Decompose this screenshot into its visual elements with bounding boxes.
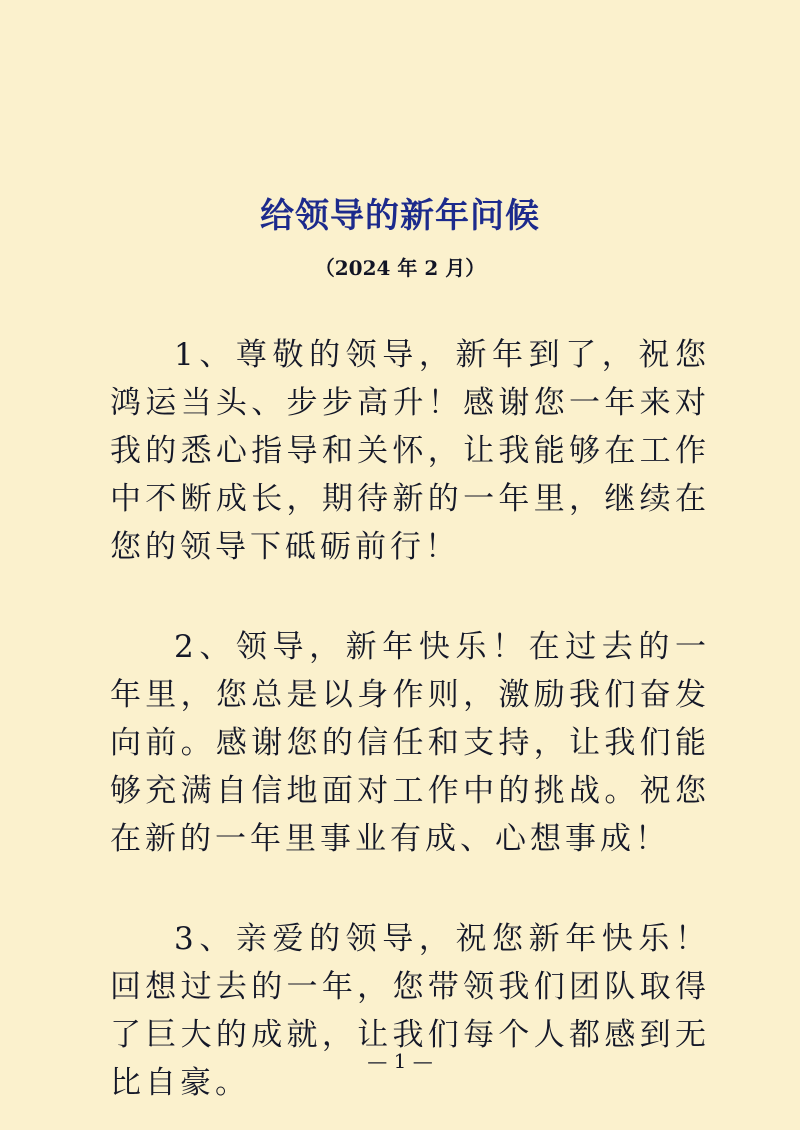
document-date: （2024 年 2 月） xyxy=(314,256,486,280)
paragraph-1: 1、尊敬的领导，新年到了，祝您鸿运当头、步步高升！感谢您一年来对我的悉心指导和关怀，让我能够在工作中不断成长，期待新的一年里，继续在您的领导下砥砺前行！ xyxy=(110,337,710,565)
document-body xyxy=(110,331,710,1107)
document-title: 给领导的新年问候 xyxy=(260,196,540,236)
paragraph-3: 3、亲爱的领导，祝您新年快乐！回想过去的一年，您带领我们团队取得了巨大的成就，让我们每个人都感到无比自豪。 xyxy=(110,921,710,1101)
paragraph-2: 2、领导，新年快乐！在过去的一年里，您总是以身作则，激励我们奋发向前。感谢您的信任和支持，让我们能够充满自信地面对工作中的挑战。祝您在新的一年里事业有成、心想事成！ xyxy=(110,629,710,857)
page-number: — 1 — xyxy=(367,1049,433,1073)
